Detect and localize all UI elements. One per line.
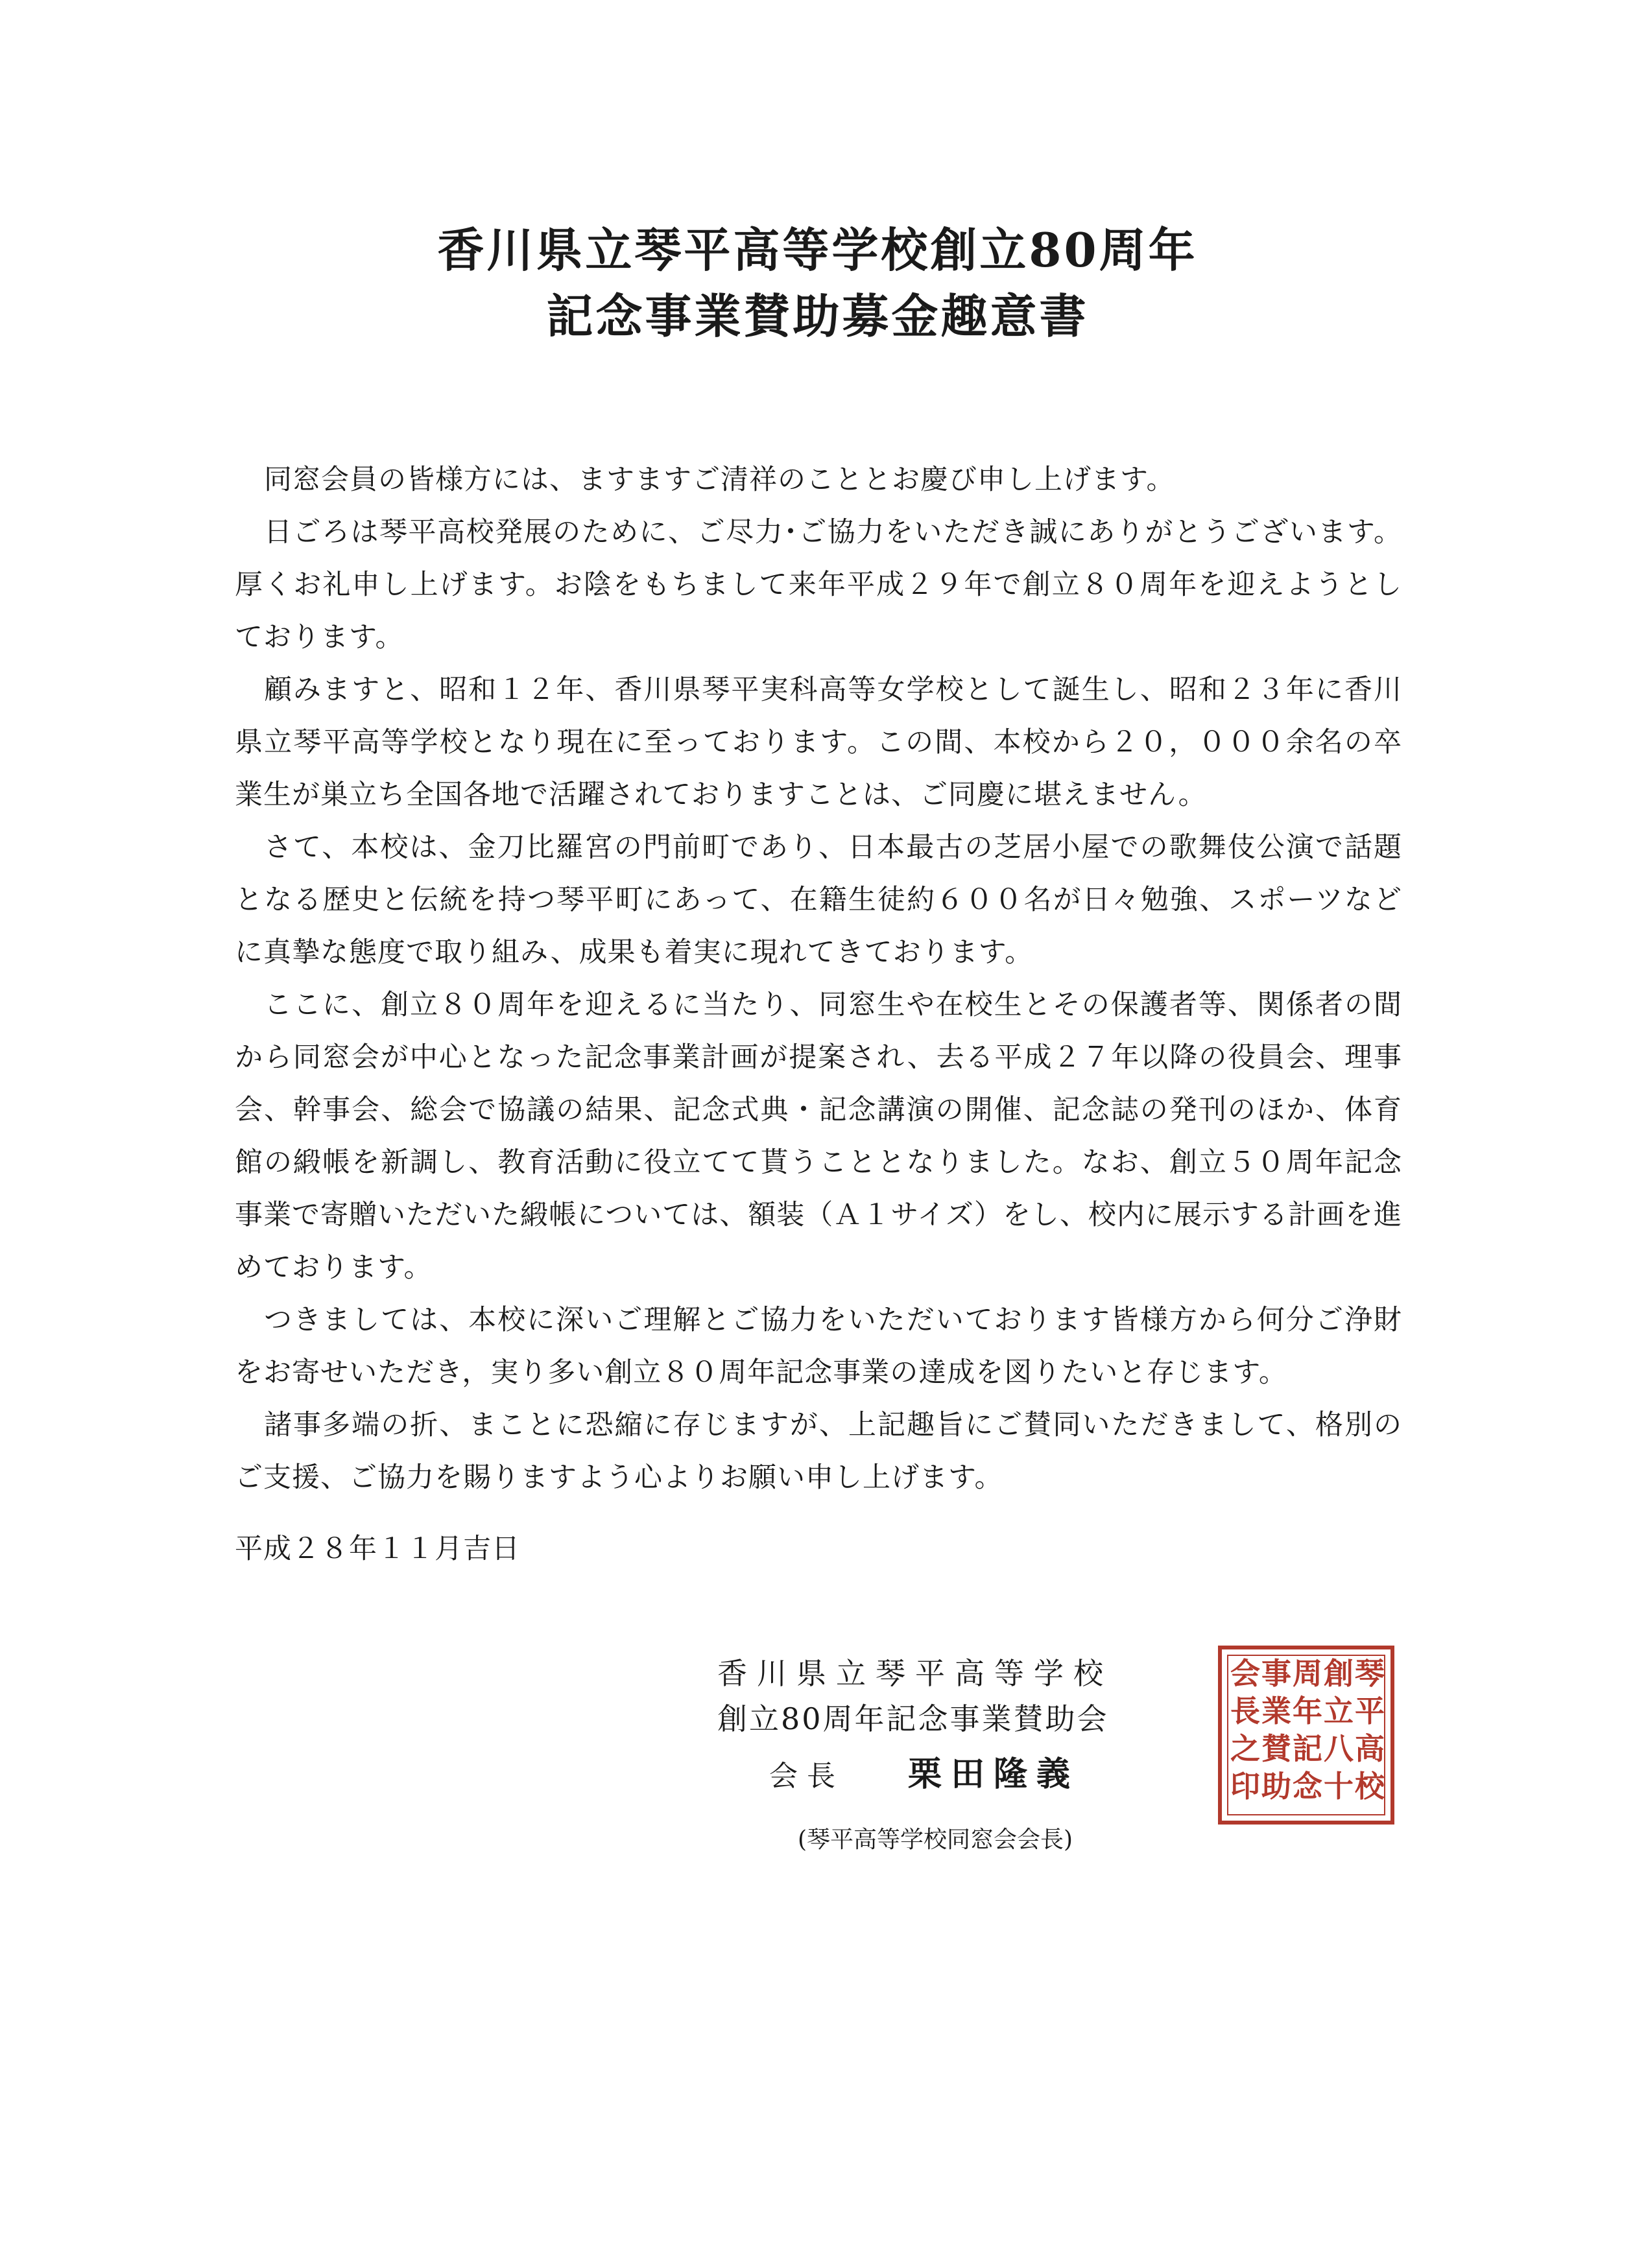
seal-character: 八: [1324, 1731, 1354, 1766]
signature-org-line2: 創立80周年記念事業賛助会: [717, 1701, 1109, 1736]
seal-grid: [1227, 1655, 1385, 1815]
seal-character: 周: [1293, 1656, 1322, 1691]
paragraph-school: さて、本校は、金刀比羅宮の門前町であり、日本最古の芝居小屋での歌舞伎公演で話題となる歴史と伝統を持つ琴平町にあって、在籍生徒約６００名が日々勉強、スポーツなどに真摯な態度で取り組み、成果も着実に現れてきております。: [235, 831, 1402, 969]
paragraph-history: 顧みますと、昭和１２年、香川県琴平実科高等女学校として誕生し、昭和２３年に香川県立琴平高等学校となり現在に至っております。この間、本校から２０，０００余名の卒業生が巣立ち全国各地で活躍されておりますことは、ご同慶に堪えません。: [235, 674, 1402, 811]
seal-character: 助: [1261, 1769, 1291, 1804]
paragraph-project: ここに、創立８０周年を迎えるに当たり、同窓生や在校生とその保護者等、関係者の間から同窓会が中心となった記念事業計画が提案され、去る平成２７年以降の役員会、理事会、幹事会、総会で協議の結果、記念式典・記念講演の開催、記念誌の発刊のほか、体育館の緞帳を新調し、教育活動に役立てて貰うこととなりました。なお、創立５０周年記念事業で寄贈いただいた緞帳については、額装（Ａ１サイズ）をし、校内に展示する計画を進めております。: [235, 989, 1402, 1284]
paragraph-request: つきましては、本校に深いご理解とご協力をいただいております皆様方から何分ご浄財をお寄せいただき，実り多い創立８０周年記念事業の達成を図りたいと存じます。: [235, 1304, 1402, 1389]
document-body: [235, 454, 1402, 1504]
seal-character: 賛: [1261, 1731, 1291, 1766]
signature-name: 栗田隆義: [908, 1754, 1080, 1794]
seal-character: 印: [1230, 1769, 1260, 1804]
signature-note: (琴平高等学校同窓会会長): [798, 1826, 1073, 1853]
document-title-line1: 香川県立琴平高等学校創立80周年: [437, 222, 1198, 278]
signature-org-line1: 香川県立琴平高等学校: [717, 1656, 1113, 1691]
paragraph-closing: 諸事多端の折、まことに恐縮に存じますが、上記趣旨にご賛同いただきまして、格別のご支援、ご協力を賜りますよう心よりお願い申し上げます。: [235, 1409, 1402, 1494]
seal-character: 会: [1230, 1656, 1260, 1691]
document-date: 平成２８年１１月吉日: [235, 1533, 520, 1565]
seal-character: 長: [1230, 1694, 1260, 1729]
seal-character: 平: [1355, 1694, 1385, 1729]
seal-character: 事: [1261, 1656, 1291, 1691]
document-title-line2: 記念事業賛助募金趣意書: [546, 289, 1089, 344]
seal-character: 念: [1293, 1769, 1322, 1804]
paragraph-greeting: 同窓会員の皆様方には、ますますご清祥のこととお慶び申し上げます。: [264, 464, 1175, 496]
seal-character: 記: [1293, 1731, 1322, 1766]
seal-character: 之: [1230, 1731, 1260, 1766]
seal-character: 立: [1324, 1694, 1354, 1729]
seal-character: 十: [1324, 1769, 1354, 1804]
paragraph-thanks: 日ごろは琴平高校発展のために、ご尽力･ご協力をいただき誠にありがとうございます。厚くお礼申し上げます。お陰をもちまして来年平成２９年で創立８０周年を迎えようとしております。: [235, 516, 1402, 654]
seal-character: 校: [1355, 1769, 1385, 1804]
signature-role: 会長: [769, 1760, 844, 1793]
seal-character: 高: [1355, 1731, 1385, 1766]
seal-stamp-icon: [1218, 1646, 1394, 1825]
seal-character: 創: [1324, 1656, 1354, 1691]
seal-character: 琴: [1355, 1656, 1385, 1691]
seal-character: 年: [1293, 1694, 1322, 1729]
seal-character: 業: [1261, 1694, 1291, 1729]
